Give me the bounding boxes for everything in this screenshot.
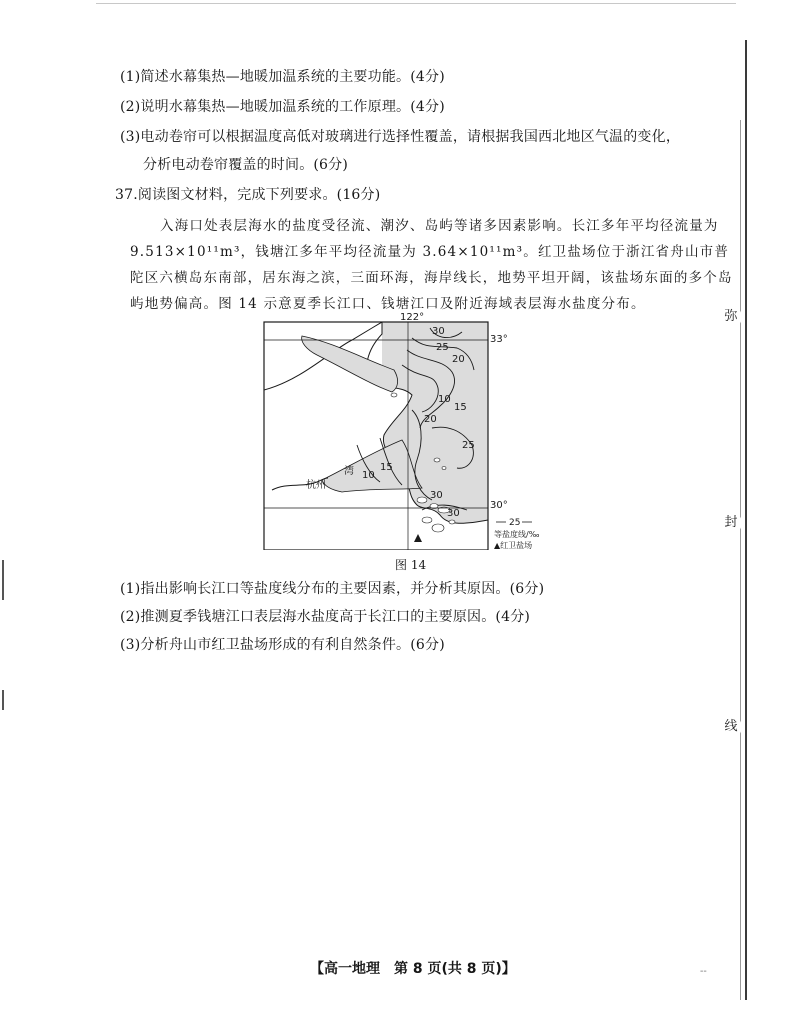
lat-label-33: 33°	[490, 334, 508, 345]
binding-line-inner	[740, 120, 741, 1000]
legend-isohaline-text: 等盐度线/‰	[494, 530, 540, 539]
q36-subquestion-3-cont: 分析电动卷帘覆盖的时间。(6分)	[143, 157, 349, 173]
top-border	[96, 3, 736, 4]
scan-edge-mark	[2, 560, 4, 600]
q37-subquestion-1: (1)指出影响长江口等盐度线分布的主要因素，并分析其原因。(6分)	[120, 581, 545, 597]
isohaline-label: 20	[424, 414, 437, 425]
isohaline-label: 20	[452, 354, 465, 365]
isohaline-label: 10	[438, 394, 451, 405]
q37-material-line-2: 9.513×10¹¹m³，钱塘江多年平均径流量为 3.64×10¹¹m³。红卫盐场位于浙江省舟山市普	[130, 244, 730, 260]
page-footer: 【高一地理 第 8 页(共 8 页)】	[310, 961, 516, 977]
margin-label-feng: 封	[720, 512, 742, 534]
margin-label-xian: 线	[720, 716, 742, 738]
isohaline-label: 30	[432, 326, 445, 337]
q37-title: 37.阅读图文材料，完成下列要求。(16分)	[115, 187, 381, 203]
isohaline-label: 30	[430, 490, 443, 501]
legend	[494, 518, 540, 550]
isohaline-label: 15	[380, 462, 393, 473]
isohaline-label: 10	[362, 470, 375, 481]
binding-line	[745, 40, 747, 1000]
isohaline-label: 25	[436, 342, 449, 353]
hangzhou-label: 杭州	[306, 480, 326, 491]
lat-label-30: 30°	[490, 500, 508, 511]
bay-label: 湾	[344, 466, 354, 477]
lon-label: 122°	[400, 312, 425, 323]
figure-14-map	[262, 310, 562, 550]
legend-line-label: 25	[509, 518, 521, 528]
q36-subquestion-3: (3)电动卷帘可以根据温度高低对玻璃进行选择性覆盖，请根据我国西北地区气温的变化，	[120, 129, 681, 145]
salinity-map-svg	[262, 310, 562, 550]
isohaline-label: 25	[462, 440, 475, 451]
q37-material-line-3: 陀区六横岛东南部，居东海之滨，三面环海，海岸线长，地势平坦开阔，该盐场东面的多个岛	[130, 270, 733, 286]
q37-material-line-4: 屿地势偏高。图 14 示意夏季长江口、钱塘江口及附近海域表层海水盐度分布。	[130, 296, 646, 312]
isohaline-label: 15	[454, 402, 467, 413]
q37-material-line-1: 入海口处表层海水的盐度受径流、潮汐、岛屿等诸多因素影响。长江多年平均径流量为	[160, 218, 719, 234]
margin-label-seal: 弥	[720, 306, 742, 328]
figure-caption: 图 14	[395, 558, 427, 572]
footer-mark: --	[700, 966, 707, 977]
q37-subquestion-2: (2)推测夏季钱塘江口表层海水盐度高于长江口的主要原因。(4分)	[120, 609, 531, 625]
q36-subquestion-2: (2)说明水幕集热—地暖加温系统的工作原理。(4分)	[120, 99, 445, 115]
q36-subquestion-1: (1)简述水幕集热—地暖加温系统的主要功能。(4分)	[120, 69, 445, 85]
q37-subquestion-3: (3)分析舟山市红卫盐场形成的有利自然条件。(6分)	[120, 637, 445, 653]
scan-edge-mark	[2, 690, 4, 710]
legend-salt-field-text: ▲红卫盐场	[494, 541, 533, 550]
isohaline-label: 30	[447, 508, 460, 519]
